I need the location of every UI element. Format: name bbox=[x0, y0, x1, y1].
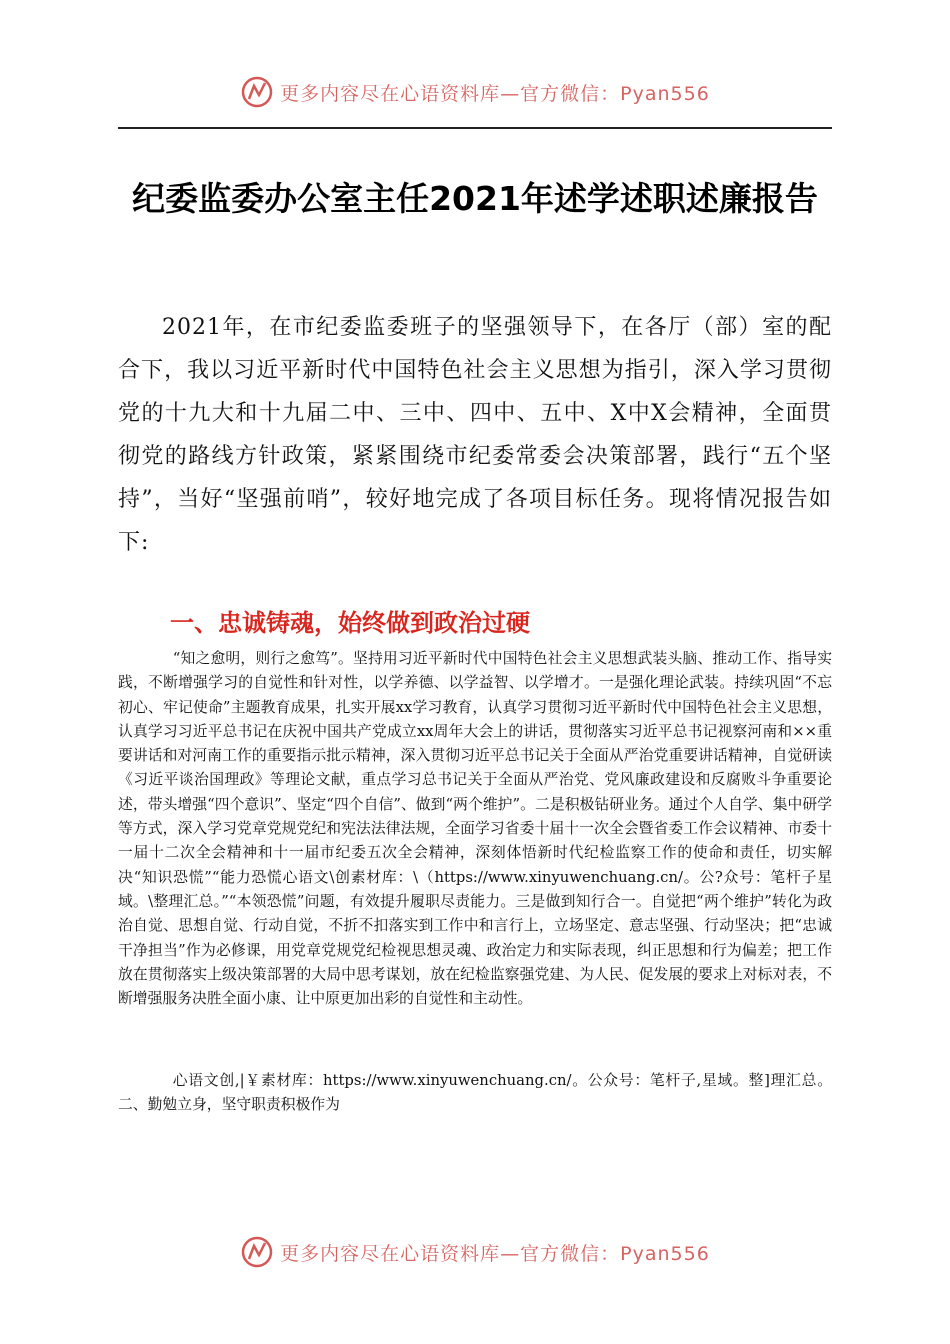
watermark-logo-icon bbox=[240, 75, 274, 109]
section-1-tail-paragraph: 心语文创,|￥素材库：https://www.xinyuwenchuang.cn/。公众号：笔杆子,星域。整]理汇总。二、勤勉立身，坚守职责积极作为 bbox=[118, 1072, 832, 1114]
watermark-logo-icon bbox=[240, 1235, 274, 1269]
section-1-paragraph: “知之愈明，则行之愈笃”。坚持用习近平新时代中国特色社会主义思想武装头脑、推动工作、指导实践，不断增强学习的自觉性和针对性，以学养德、以学益智、以学增才。一是强化理论武装。持续巩固“不忘初心、牢记使命”主题教育成果，扎实开展xx学习教育，认真学习贯彻习近平新时代中国特色社会主义思想，认真学习习近平总书记在庆祝中国共产党成立xx周年大会上的讲话，贯彻落实习近平总书记视察河南和××重要讲话和对河南工作的重要指示批示精神，深入贯彻习近平总书记关于全面从严治党重要讲话精神，自觉研读《习近平谈治国理政》等理论文献，重点学习总书记关于全面从严治党、党风廉政建设和反腐败斗争重要论述，带头增强“四个意识”、坚定“四个自信”、做到“两个维护”。二是积极钻研业务。通过个人自学、集中研学等方式，深入学习党章党规党纪和宪法法律法规，全面学习省委十届十一次全会暨省委工作会议精神、市委十一届十二次全会精神和十一届市纪委五次全会精神，深刻体悟新时代纪检监察工作的使命和责任，切实解决“知识恐慌”“能力恐慌心语文\创素材库：\（https://www.xinyuwenchuang.cn/。公?众号：笔杆子星域。\整理汇总。”“本领恐慌”问题，有效提升履职尽责能力。三是做到知行合一。自觉把“两个维护”转化为政治自觉、思想自觉、行动自觉，不折不扣落实到工作中和言行上，立场坚定、意志坚强、行动坚决；把“忠诚干净担当”作为必修课，用党章党规党纪检视思想灵魂、政治定力和实际表现，纠正思想和行为偏差；把工作放在贯彻落实上级决策部署的大局中思考谋划，放在纪检监察强党建、为人民、促发展的要求上对标对表，不断增强服务决胜全面小康、让中原更加出彩的自觉性和主动性。 bbox=[118, 650, 832, 1008]
header-rule bbox=[118, 127, 832, 129]
intro-paragraph: 2021年，在市纪委监委班子的坚强领导下，在各厅（部）室的配合下，我以习近平新时代中国特色社会主义思想为指引，深入学习贯彻党的十九大和十九届二中、三中、四中、五中、X中X会精神，全面贯彻党的路线方针政策，紧紧围绕市纪委常委会决策部署，践行“五个坚持”，当好“坚强前哨”，较好地完成了各项目标任务。现将情况报告如下: bbox=[118, 315, 832, 555]
watermark-footer bbox=[0, 1232, 950, 1272]
watermark-text: 更多内容尽在心语资料库—官方微信：Pyan556 bbox=[280, 82, 710, 105]
section-heading-1: 一、忠诚铸魂，始终做到政治过硬 bbox=[170, 609, 530, 637]
document-title: 纪委监委办公室主任2021年述学述职述廉报告 bbox=[132, 179, 818, 218]
watermark-text: 更多内容尽在心语资料库—官方微信：Pyan556 bbox=[280, 1242, 710, 1265]
watermark-header bbox=[0, 72, 950, 112]
